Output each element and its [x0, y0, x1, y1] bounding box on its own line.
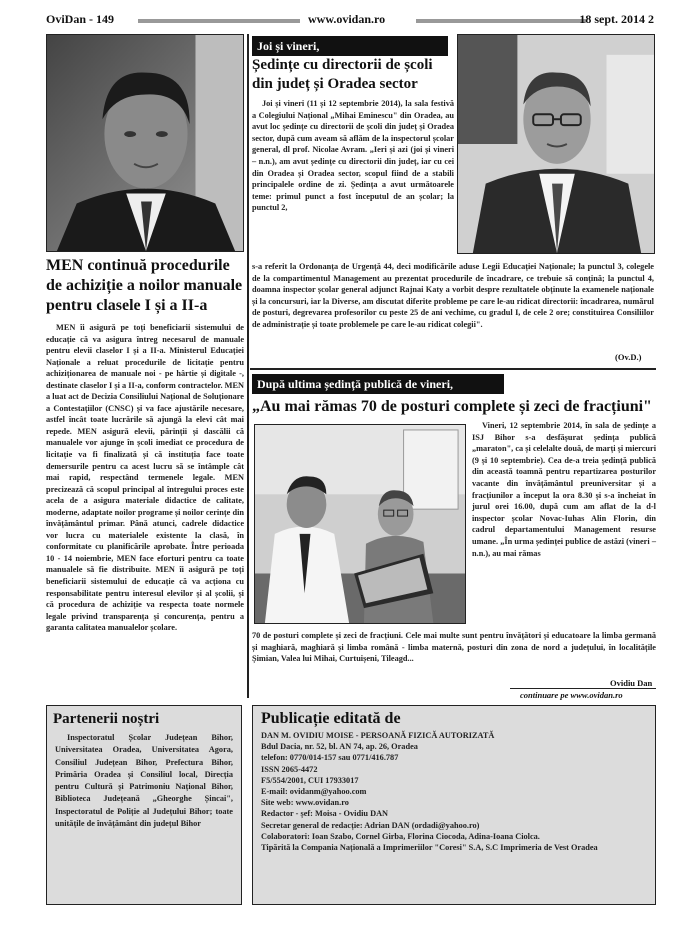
mid-article-signature: (Ov.D.) [615, 352, 642, 362]
publisher-line: ISSN 2065-4472 [261, 764, 318, 774]
second-article-signature: Ovidiu Dan [610, 678, 653, 688]
second-article-kicker: După ultima ședință publică de vineri, [252, 374, 504, 394]
left-article-body: MEN îi asigură pe toți beneficiarii sistemului de educație că va asigura întreg necesarul de manuale pentru elevii claselor I și a II-a. Ministerul Educației Naționale a reluat procedurile de licitație pentru achiziționarea de manuale noi - pe hârtie și digitale -, destinate claselor I și a II-a, conform contractelor. MEN a luat act de Decizia Consiliului Național de Soluționare a Contestațiilor (CNSC) și va face ajustările necesare, astfel încât toate lucrările să ajungă la elevi cât mai repede. MEN asigură elevii, părinții și dascălii că manualele vor ajunge în școli imediat ce procedura de licitație va fi finalizată și că instituția face toate demersurile pentru ca acest lucru să se întâmple cât mai rapid, respectând termenele legale. MEN precizează că scopul principal al întregului proces este acela de a asigura materiale didactice de calitate, moderne, adaptate noilor programe și noilor cerințe din învățământul primar. Până atunci, cadrele didactice vor lucra cu materialele existente la clasă, în conformitate cu planificările aprobate. Între perioada 10 - 14 noiembrie, MEN face eforturi pentru ca toate manualele să fie distribuite. MEN îi asigură pe toți beneficiarii sistemului de educație că va acționa cu responsabilitate pentru interesul elevilor și al școlii, și că procedura de achiziție va respecta toate normele legale privind transparența și concurența, pentru a garanta calitatea manualelor școlare. [46, 323, 244, 633]
publisher-line: Bdul Dacia, nr. 52, bl. AN 74, ap. 26, Oradea [261, 742, 418, 752]
partners-box [46, 705, 242, 905]
section-divider [250, 368, 656, 370]
meeting-photo [254, 424, 466, 624]
second-article-body: Vineri, 12 septembrie 2014, în sala de ședințe a ISJ Bihor s-a desfășurat ședința publică „maraton", ca și celelalte două, de marți și miercuri (9 și 10 septembrie). Cea de-a treia ședință publică din această toamnă pentru repartizarea posturilor vacante din învățământul preuniversitar și a fracțiunilor a început la ora 8.30 și s-a încheiat în jurul orei 16.00, după cum am aflat de la d-l inspector școlar Novac-Iuhas Alin Florin, din cadrul departamentului Management resurse umane. „În urma ședinței publice de astăzi (vineri – n.n.), au mai rămas [472, 421, 656, 558]
publisher-line: DAN M. OVIDIU MOISE - PERSOANĂ FIZICĂ AUTORIZATĂ [261, 731, 495, 740]
continue-link[interactable]: continuare pe www.ovidan.ro [520, 690, 623, 700]
publisher-line: Redactor - șef: Moisa - Ovidiu DAN [261, 809, 389, 819]
second-article-body-wide: 70 de posturi complete și zeci de fracțiuni. Cele mai multe sunt pentru învățători și educatoare la limba germană și maghiară, maghiară și limba română - limba maternă, posturi din zona de nord a județului, în localitățile Șimian, Valea lui Mihai, Curtuișeni, Tileagd... [252, 631, 656, 664]
page-header [46, 12, 654, 28]
left-article-title: MEN continuă procedurile de achiziție a noilor manuale pentru clasele I și a II-a [46, 257, 243, 314]
portrait-photo-right [457, 34, 655, 254]
publisher-line: F5/554/2001, CUI 17933017 [261, 775, 359, 785]
publisher-email[interactable]: E-mail: ovidanm@yahoo.com [261, 787, 367, 797]
continue-rule [510, 688, 656, 689]
partners-title: Partenerii noștri [53, 711, 160, 727]
column-divider [247, 34, 249, 698]
second-article-title: „Au mai rămas 70 de posturi complete și zeci de fracțiuni" [252, 398, 652, 415]
header-rule [138, 19, 300, 23]
portrait-photo-left [46, 34, 244, 252]
mid-article-title: Ședințe cu directorii de școli din județ și Oradea sector [252, 57, 433, 92]
publisher-line: Secretar general de redacție: Adrian DAN (ordadi@yahoo.ro) [261, 820, 480, 830]
publisher-print-info: Tipărită la Compania Națională a Imprimeriilor "Coresi" S.A, S.C Imprimeria de Vest Oradea [261, 843, 598, 853]
partners-list: Inspectoratul Școlar Județean Bihor, Universitatea Oradea, Universitatea Agora, Consiliul Județean Bihor, Prefectura Bihor, Primăria Oradea și Consiliul local, Direcția pentru Cultură și Patrimoniu Național Bihor, Biblioteca Județeană „Gheorghe Șincai", Inspectoratul de Poliție al Județului Bihor; toate unitățile de învățământ din județul Bihor [55, 733, 233, 829]
website-url[interactable]: www.ovidan.ro [308, 12, 386, 26]
issue-date: 18 sept. 2014 2 [579, 12, 654, 26]
publisher-title: Publicație editată de [261, 710, 401, 727]
mid-article-kicker: Joi și vineri, [252, 36, 448, 56]
publisher-box [252, 705, 656, 905]
publisher-line: telefon: 0770/014-157 sau 0771/416.787 [261, 753, 399, 763]
mid-article-body: Joi și vineri (11 și 12 septembrie 2014), la sala festivă a Colegiului Național „Mihai Eminescu" din Oradea, au avut loc ședințe cu directorii de școli din județ și Oradea sector, după cum aveam să aflăm de la inspectorul școlar general, dl prof. Nicolae Avram. „Ieri și azi (joi și vineri – n.n.), am avut ședințe cu directorii din județ, iar cu cei din Oradea și Oradea sector, scopul fiind de a stabili principalele ordine de zi. Ședința a avut următoarele teme: primul punct a fost începutul de an școlar; la punctul 2, [252, 99, 454, 213]
publisher-website[interactable]: Site web: www.ovidan.ro [261, 798, 349, 808]
mid-article-body-wide: s-a referit la Ordonanța de Urgență 44, deci modificările aduse Legii Educației Naționale; la punctul 3, colegele de la compartimentul Management au prezentat procedurile de încadrare, ce trebuie să conțină; la punctul 4, doamna inspector școlar general adjunct Rajnai Katy a vorbit despre rezultatele obținute la examenele naționale și la concursuri, iar la Diverse, am discutat diferite probleme pe care le-au ridicat directorii: încadrarea, numărul de posturi, degrevarea profesorilor cu peste 25 de ani vechime, cu gradul I, de cele 2 ore; constituirea Consiliilor de administrație și toate problemele pe care le-au ridicat colegii". [252, 262, 654, 329]
publisher-details [253, 730, 655, 853]
issue-number: OviDan - 149 [46, 12, 115, 26]
publisher-line: Colaboratori: Ioan Szabo, Cornel Girba, Florina Ciocoda, Adina-Ioana Ciolca. [261, 831, 540, 841]
header-rule [416, 19, 586, 23]
